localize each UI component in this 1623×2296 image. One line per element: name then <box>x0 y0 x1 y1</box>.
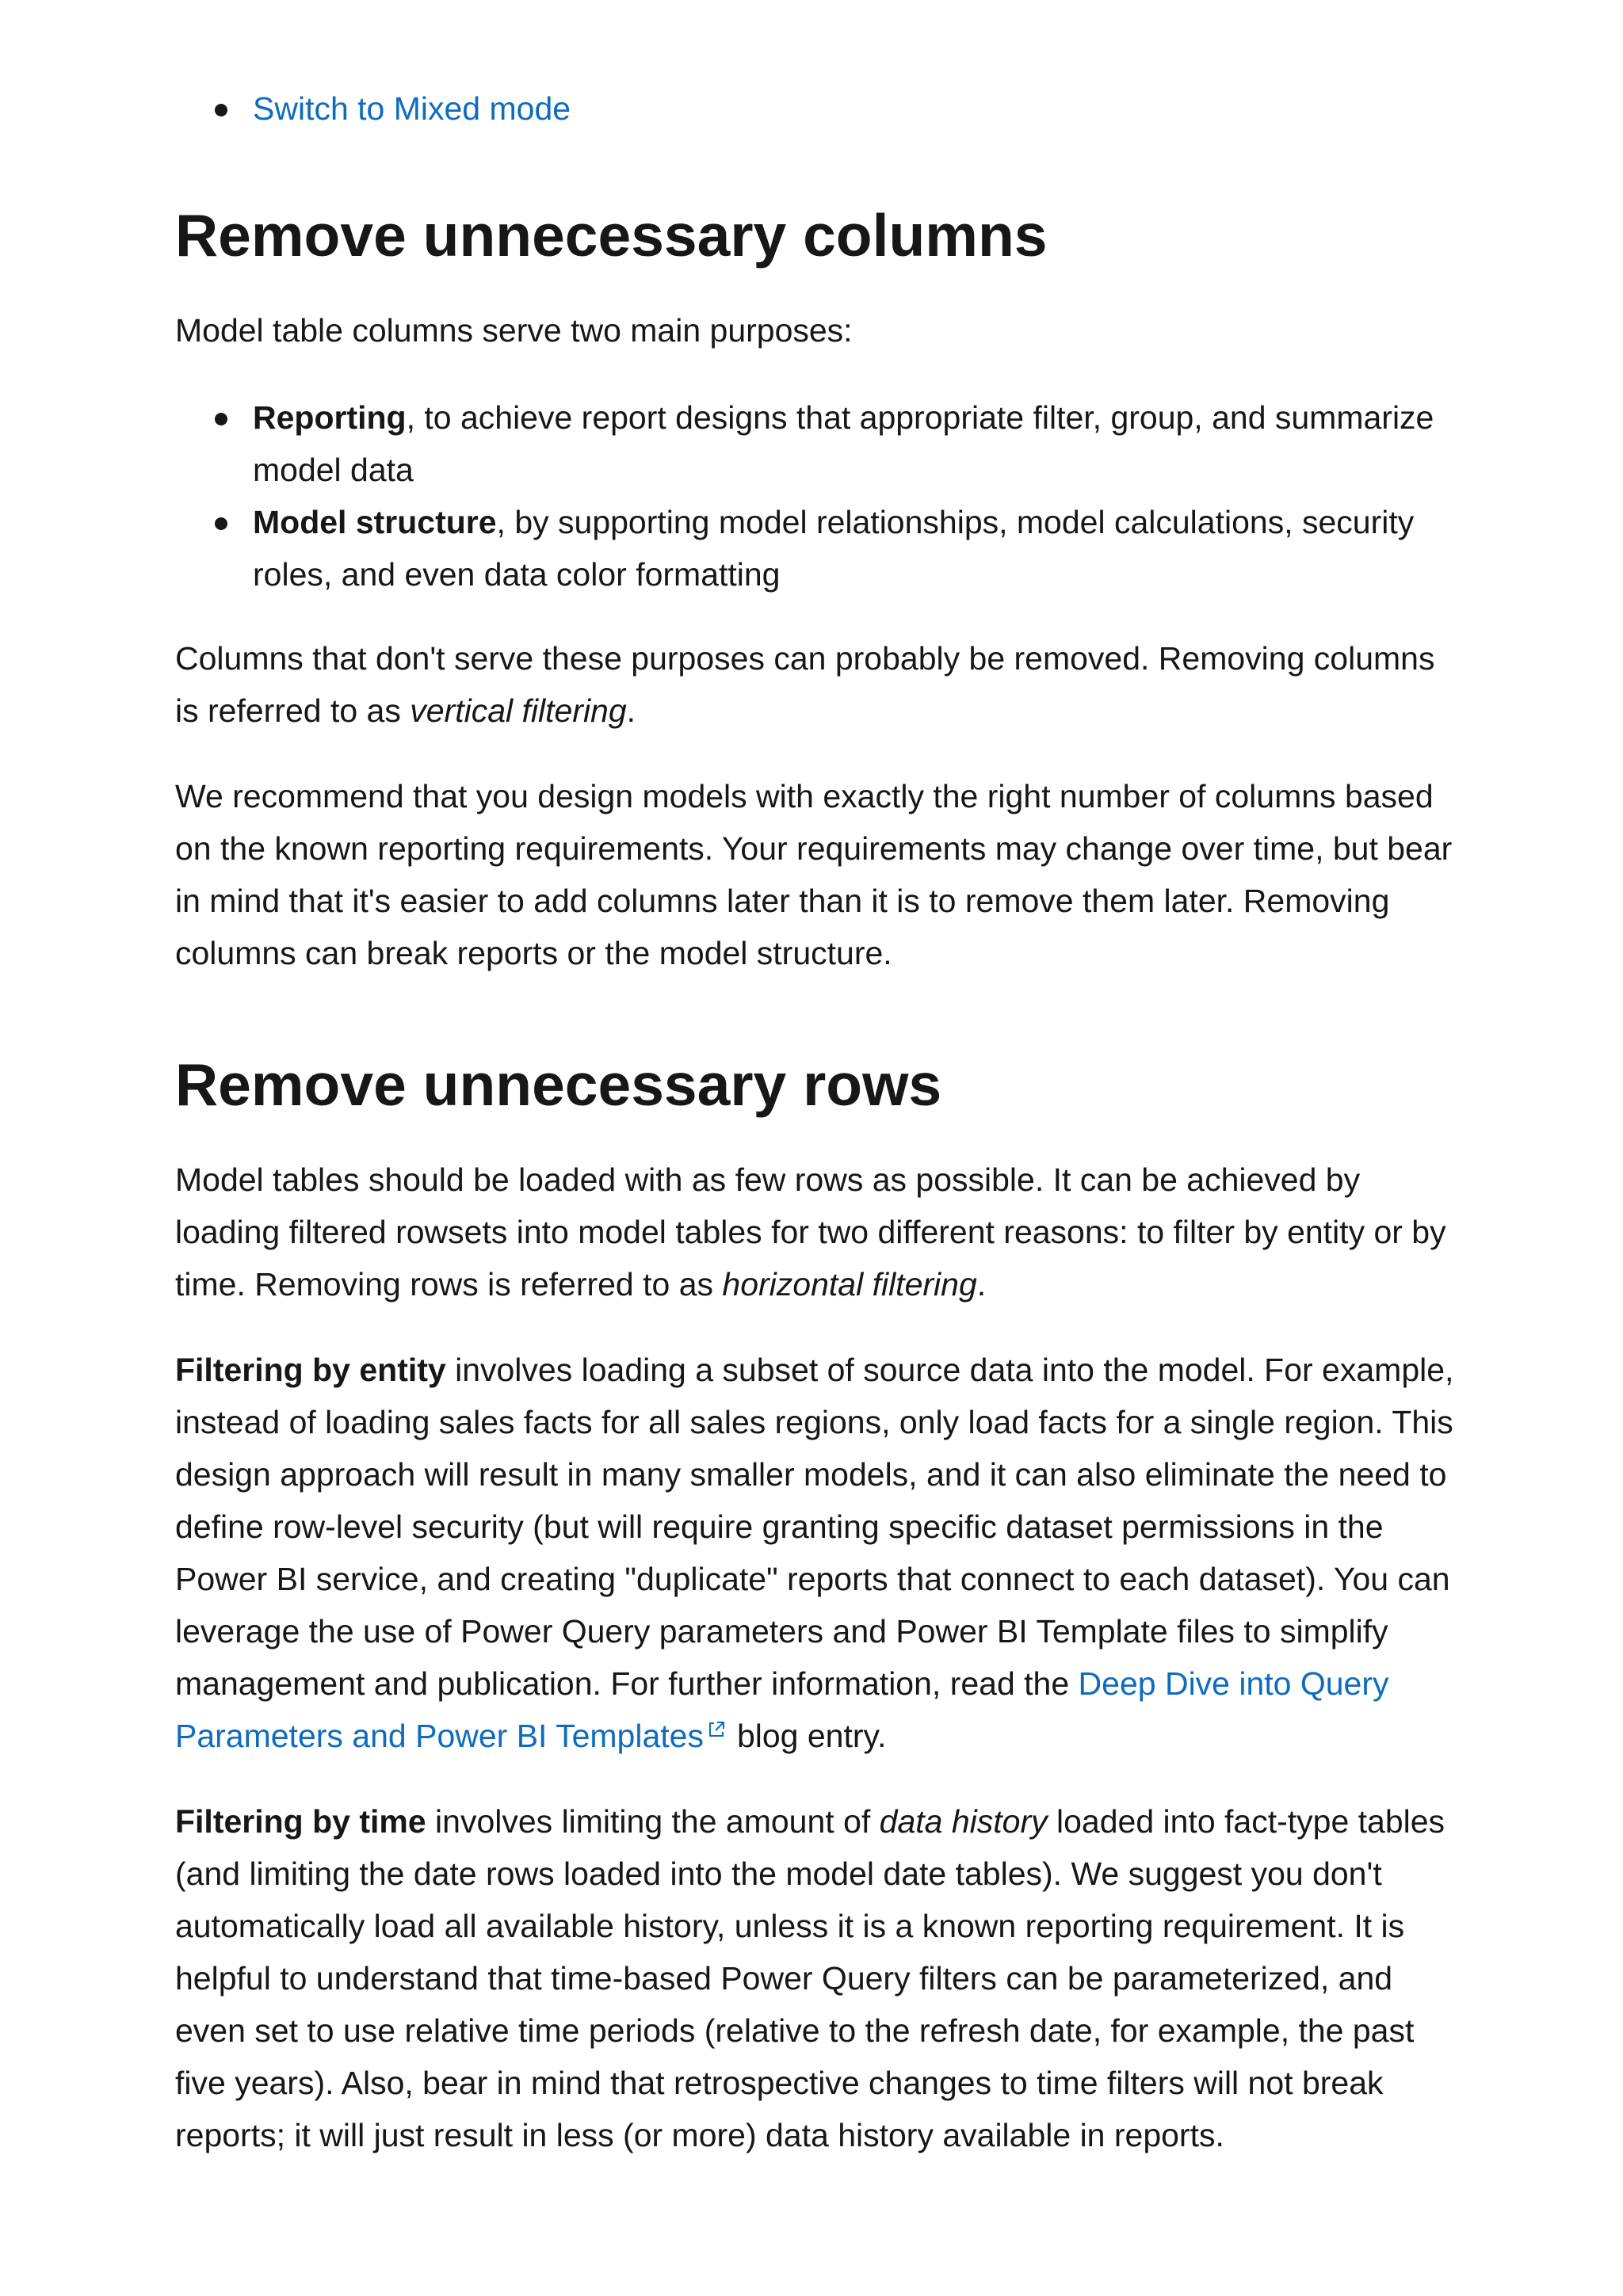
heading-remove-unnecessary-rows: Remove unnecessary rows <box>175 1051 942 1118</box>
term-model-structure: Model structure <box>253 504 497 540</box>
model-structure-description: , by supporting model relationships, model calculations, security roles, and even data color formatting <box>253 504 1415 593</box>
columns-intro: Model table columns serve two main purposes: <box>175 312 853 349</box>
list-item <box>175 82 571 135</box>
reporting-description: , to achieve report designs that appropriate filter, group, and summarize model data <box>253 399 1434 488</box>
top-link-list <box>175 82 571 135</box>
filtering-by-time-paragraph <box>175 1795 1459 2161</box>
vertical-filtering-term: vertical filtering <box>410 692 627 729</box>
removal-text: Columns that don't serve these purposes can probably be removed. Removing columns is referred to as <box>175 640 1435 729</box>
term-reporting: Reporting <box>253 399 407 436</box>
rows-intro-text: Model tables should be loaded with as few rows as possible. It can be achieved by loading filtered rowsets into model tables for two different reasons: to filter by entity or by time. Removing rows is referred to as <box>175 1161 1446 1302</box>
list-item-model-structure <box>175 496 1459 601</box>
rows-intro <box>175 1154 1459 1310</box>
heading-remove-unnecessary-columns: Remove unnecessary columns <box>175 202 1048 269</box>
external-link-icon <box>707 1720 726 1739</box>
entity-after-text: blog entry. <box>736 1718 887 1754</box>
purposes-list <box>175 391 1459 601</box>
switch-to-mixed-mode-link[interactable]: Switch to Mixed mode <box>253 90 571 127</box>
deep-dive-link-label: Deep Dive into Query Parameters and Power BI Templates <box>175 1665 1389 1754</box>
filtering-by-entity-paragraph <box>175 1344 1459 1762</box>
data-history-term: data history <box>879 1803 1048 1840</box>
horizontal-filtering-term: horizontal filtering <box>722 1266 977 1302</box>
term-filtering-by-entity: Filtering by entity <box>175 1352 446 1388</box>
columns-recommendation: We recommend that you design models with exactly the right number of columns based on the known reporting requirements. Your requirements may change over time, but bear in mind that it's easier to add columns later than it is to remove them later. Removing columns can break reports or the model structure. <box>175 778 1453 971</box>
rows-intro-end: . <box>976 1266 987 1302</box>
time-text-1: involves limiting the amount of <box>426 1803 880 1840</box>
entity-text: involves loading a subset of source data into the model. For example, instead of loading sales facts for all sales regions, only load facts for a single region. This design approach will result in many smaller models, and it can also eliminate the need to define row-level security (but will require granting specific dataset permissions in the Power BI service, and creating "duplicate" reports that connect to each dataset). You can leverage the use of Power Query parameters and Power BI Template files to simplify management and publication. For further information, read the <box>175 1352 1454 1702</box>
list-item-reporting <box>175 391 1459 496</box>
time-text-2: loaded into fact-type tables (and limiting the date rows loaded into the model date tables). We suggest you don't automatically load all available history, unless it is a known reporting requirement. It is helpful to understand that time-based Power Query filters can be parameterized, and even set to use relative time periods (relative to the refresh date, for example, the past five years). Also, bear in mind that retrospective changes to time filters will not break reports; it will just result in less (or more) data history available in reports. <box>175 1803 1445 2153</box>
term-filtering-by-time: Filtering by time <box>175 1803 426 1840</box>
columns-removal-paragraph <box>175 632 1459 737</box>
removal-text-end: . <box>626 692 636 729</box>
